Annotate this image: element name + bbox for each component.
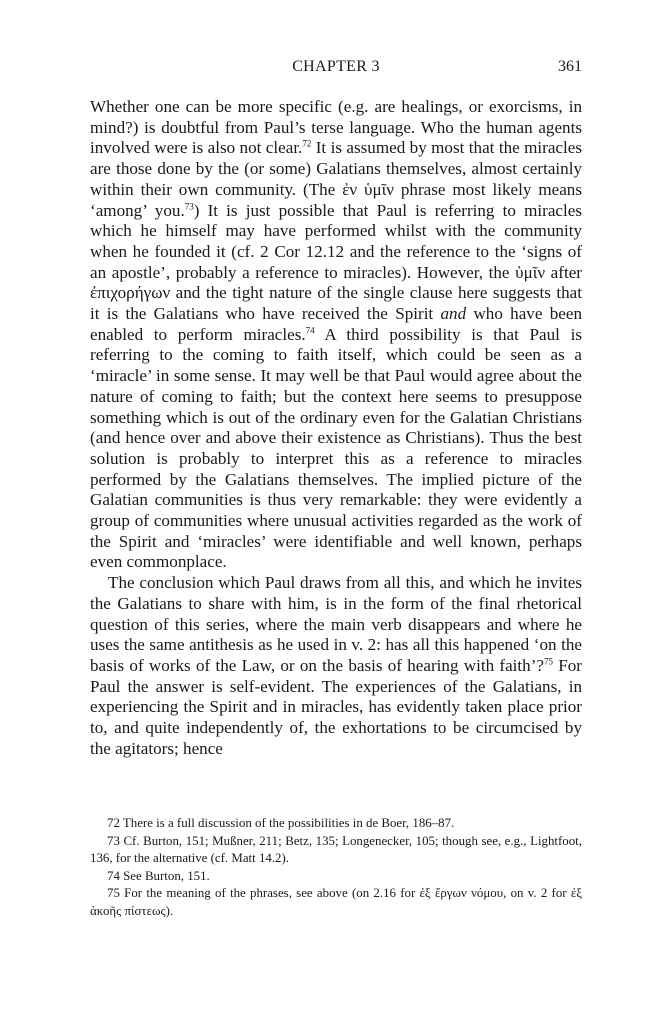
footnote-ref-75: 75 [543,656,553,667]
paragraph-1-text-e: A third possibility is that Paul is referring to the coming to faith itself, which could be seen as a ‘miracle’ in some sense. It may well be that Paul would agree about the nature of coming to faith; but the context here seems to presuppose something which is out of the ordinary even for the Galatian Christians (and hence over and above their existence as Christians). Thus the best solution is probably to interpret this as a reference to miracles performed by the Galatians themselves. The implied picture of the Galatian communities is thus very remarkable: they were evidently a group of communities where unusual activities regarded as the work of the Spirit and ‘miracles’ were identifiable and well known, perhaps even commonplace. [90,324,582,572]
footnote-number: 73 [107,833,120,848]
footnote-text: Cf. Burton, 151; Mußner, 211; Betz, 135; Longenecker, 105; though see, e.g., Lightfoot, 136, for the alternative (cf. Matt 14.2). [90,833,582,866]
paragraph-1 [90,97,582,573]
footnote-ref-74: 74 [305,325,315,336]
footnote-72 [90,815,582,833]
footnote-ref-73: 73 [184,200,194,211]
footnote-text: There is a full discussion of the possibilities in de Boer, 186–87. [122,816,455,830]
paragraph-2 [90,573,582,759]
footnote-number: 72 [107,816,120,830]
footnote-ref-72: 72 [302,138,312,149]
paragraph-1-text-c: ) It is just possible that Paul is referring to miracles which he himself may have performed whilst with the community when he founded it (cf. 2 Cor 12.12 and the reference to the ‘signs of an apostle’, probably a reference to miracles). However, the ὑμῖν after ἐπιχορήγων and the tight nature of the single clause here suggests that it is the Galatians who have received the Spirit [90,200,583,324]
chapter-title: CHAPTER 3 [292,58,380,75]
footnote-73 [90,833,582,868]
footnote-text: For the meaning of the phrases, see above (on 2.16 for ἐξ ἔργων νόμου, on v. 2 for ἐξ ἀκοῆς πίστεως). [90,886,582,918]
running-header [90,58,582,80]
footnote-number: 75 [107,886,120,901]
emphasis-and: and [440,304,467,324]
footnote-75 [90,885,582,920]
footnote-number: 74 [107,868,120,883]
page-number: 361 [558,58,582,75]
footnote-text: See Burton, 151. [123,868,210,883]
paragraph-1-text-b: It is assumed by most that the miracles are those done by the (or some) Galatians themselves, almost certainly within their own community. (The ἐν ὑμῖν phrase most likely means ‘among’ you. [90,138,582,220]
paragraph-2-text-a: The conclusion which Paul draws from all this, and which he invites the Galatians to share with him, is in the form of the final rhetorical question of this series, where the main verb disappears and where he uses the same antithesis as he used in v. 2: has all this happened ‘on the basis of works of the Law, or on the basis of hearing with faith’? [90,573,582,675]
paragraph-2-text-b: For Paul the answer is self-evident. The experiences of the Galatians, in experiencing the Spirit and in miracles, has evidently taken place prior to, and quite independently of, the exhortations to be circumcised by the agitators; hence [90,655,582,758]
paragraph-1-text-a: Whether one can be more specific (e.g. are healings, or exorcisms, in mind?) is doubtful from Paul’s terse language. Who the human agents involved were is also not clear. [90,97,582,158]
footnotes [90,815,582,921]
main-text [90,97,582,760]
footnote-74 [90,868,582,886]
paragraph-1-text-d: who have been enabled to perform miracles. [90,304,583,344]
